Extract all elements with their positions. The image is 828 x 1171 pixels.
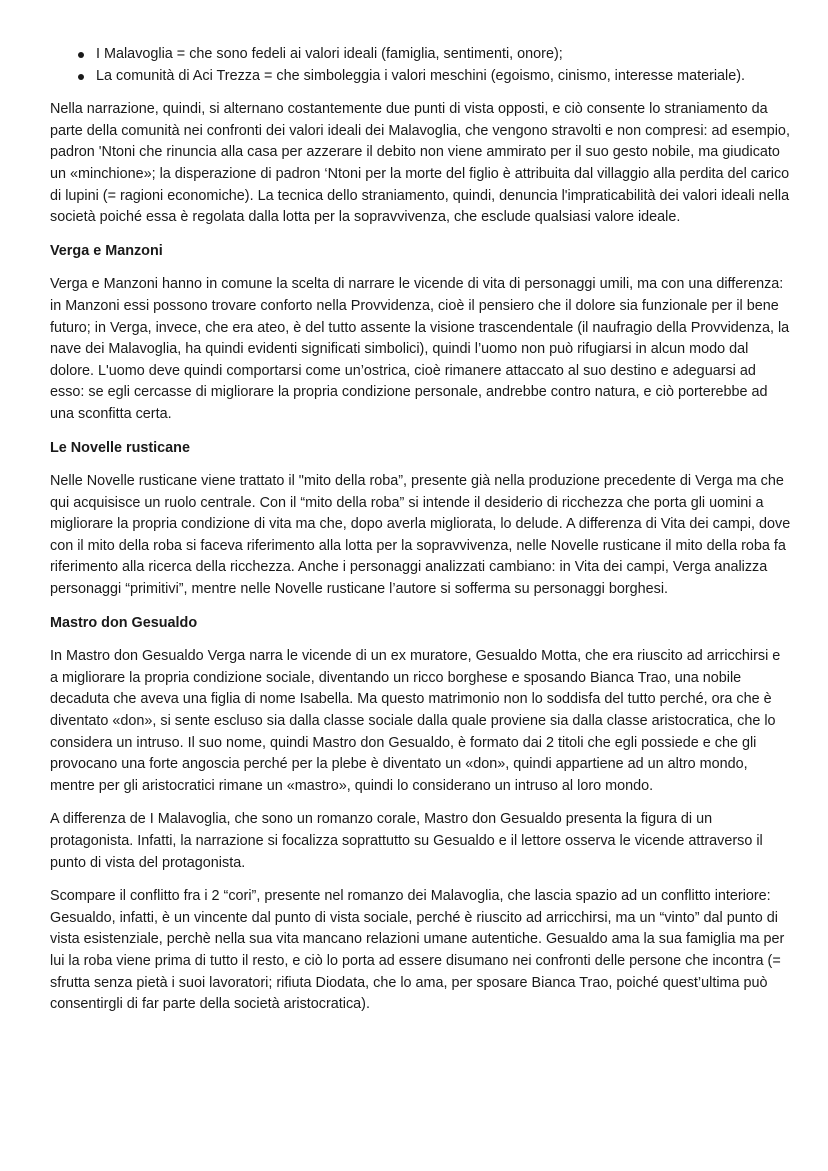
list-item (96, 44, 792, 66)
paragraph-gesualdo-protagonist: A differenza de I Malavoglia, che sono un romanzo corale, Mastro don Gesualdo presenta la figura di un protagonista. Infatti, la narrazione si focalizza soprattutto su Gesualdo e il lettore osserva le vicende attraverso il punto di vista del protagonista. (50, 811, 763, 871)
bullet-dot-icon (78, 74, 84, 80)
list-item-text: I Malavoglia = che sono fedeli ai valori ideali (famiglia, sentimenti, onore); (96, 46, 563, 62)
paragraph-gesualdo-plot: In Mastro don Gesualdo Verga narra le vicende di un ex muratore, Gesualdo Motta, che era riuscito ad arricchirsi e a migliorare la propria condizione sociale, diventando un ricco borghese e sposando Bianca Trao, una nobile decaduta che aveva una figlia di nome Isabella. Ma questo matrimonio non lo soddisfa del tutto perché, ora che è diventato «don», si sente escluso sia dalla classe sociale dalla quale proviene sia dalla classe aristocratica, che lo considera un intruso. Il suo nome, quindi Mastro don Gesualdo, è formato dai 2 titoli che egli possiede e che gli provocano una forte angoscia perché per la plebe è diventato un «don», quindi appartiene ad un altro mondo, mentre per gli aristocratici rimane un «mastro», quindi lo considerano un intruso al loro mondo. (50, 648, 781, 794)
paragraph-verga-manzoni: Verga e Manzoni hanno in comune la scelta di narrare le vicende di vita di personaggi umili, ma con una differenza: in Manzoni essi possono trovare conforto nella Provvidenza, cioè il pensiero che il dolore sia funzionale per il bene futuro; in Verga, invece, che era ateo, è del tutto assente la visione trascendentale (il naufragio della Provvidenza, la nave dei Malavoglia, ha quindi evidenti significati simbolici), quindi l’uomo non può rifugiarsi in alcun modo dal dolore. L'uomo deve quindi comportarsi come un’ostrica, cioè rimanere attaccato al suo destino e adeguarsi ad esso: se egli cercasse di migliorare la propria condizione personale, andrebbe contro natura, e ciò porterebbe ad una sconfitta certa. (50, 276, 790, 422)
list-item-text: La comunità di Aci Trezza = che simboleggia i valori meschini (egoismo, cinismo, interesse materiale). (96, 67, 746, 84)
paragraph-gesualdo-conflict: Scompare il conflitto fra i 2 “cori”, presente nel romanzo dei Malavoglia, che lascia spazio ad un conflitto interiore: Gesualdo, infatti, è un vincente dal punto di vista sociale, perché è riuscito ad arricchirsi, ma un “vinto” dal punto di vista esistenziale, perchè nella sua vita mancano relazioni umane autentiche. Gesualdo ama la sua famiglia ma per lui la roba viene prima di tutto il resto, e ciò lo porta ad essere disumano nei confronti delle persone che incontra (= sfrutta senza pietà i suoi lavoratori; rifiuta Diodata, che lo ama, per sposare Bianca Trao, poiché quest’ultima può consentirgli di far parte della società aristocratica). (50, 888, 785, 1013)
paragraph-novelle-rusticane: Nelle Novelle rusticane viene trattato il "mito della roba”, presente già nella produzione precedente di Verga ma che qui acquisisce un ruolo centrale. Con il “mito della roba” si intende il desiderio di ricchezza che porta gli uomini a migliorare la propria condizione di vita ma che, dopo averla migliorata, lo delude. A differenza di Vita dei campi, dove con il mito della roba si faceva riferimento alla lotta per la sopravvivenza, nelle Novelle rusticane il mito della roba fa riferimento alla ricerca della ricchezza. Anche i personaggi analizzati cambiano: in Vita dei campi, Verga analizza personaggi “primitivi”, mentre nelle Novelle rusticane l’autore si sofferma su personaggi borghesi. (50, 473, 791, 598)
document-page (50, 44, 792, 1028)
list-item (96, 66, 792, 88)
bullet-list (50, 44, 792, 87)
heading-verga-manzoni: Verga e Manzoni (50, 242, 163, 259)
heading-mastro-don-gesualdo: Mastro don Gesualdo (50, 614, 198, 631)
heading-novelle-rusticane: Le Novelle rusticane (50, 439, 190, 456)
paragraph-straniamento: Nella narrazione, quindi, si alternano costantemente due punti di vista opposti, e ciò consente lo straniamento da parte della comunità nei confronti dei valori ideali dei Malavoglia, che vengono stravolti e non compresi: ad esempio, padron 'Ntoni che rinuncia alla casa per azzerare il debito non viene ammirato per il suo gesto nobile, ma giudicato un «minchione»; la disperazione di padron ‘Ntoni per la morte del figlio è attribuita dal villaggio alla perdita del carico di lupini (= ragioni economiche). La tecnica dello straniamento, quindi, denuncia l'impraticabilità dei valori ideali nella società poiché essa è regolata dalla lotta per la sopravvivenza, che esclude qualsiasi valore ideale. (50, 101, 790, 226)
bullet-dot-icon (78, 52, 84, 58)
